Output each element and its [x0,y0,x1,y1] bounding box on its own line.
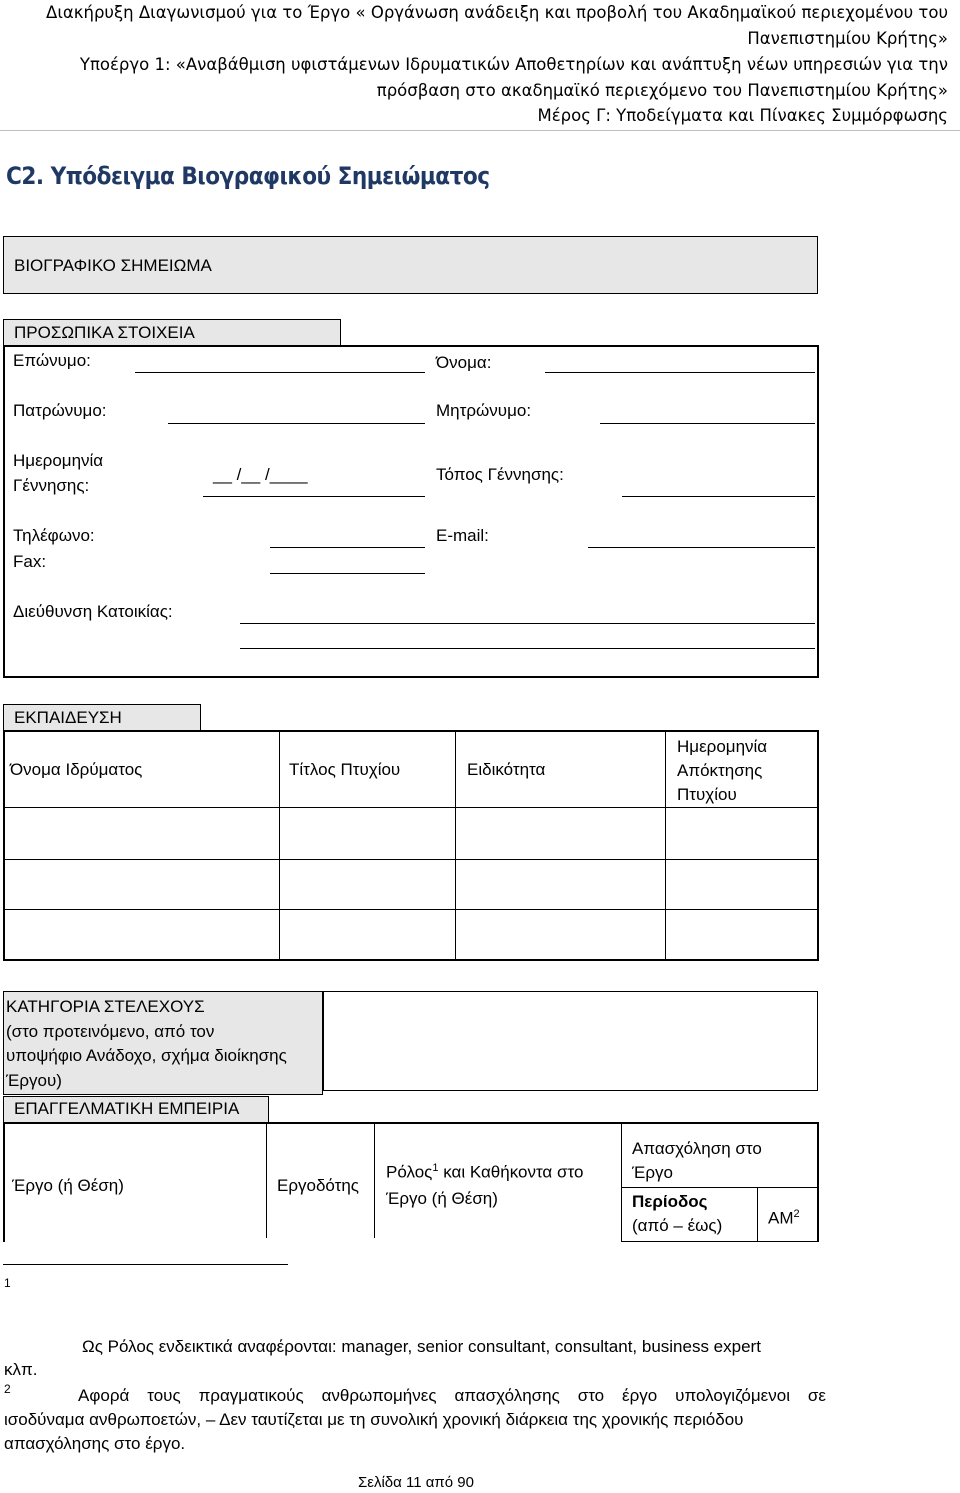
education-col-degree: Τίτλος Πτυχίου [289,760,401,779]
experience-col-am [768,1202,800,1231]
experience-title: ΕΠΑΓΓΕΛΜΑΤΙΚΗ ΕΜΠΕΙΡΙΑ [14,1099,240,1118]
personal-title-box [3,319,341,347]
fax-label: Fax: [13,552,47,571]
education-col-date-line: Ημερομηνία [677,737,768,756]
email-label: E-mail: [436,526,489,545]
personal-title: ΠΡΟΣΩΠΙΚΑ ΣΤΟΙΧΕΙΑ [14,323,195,342]
education-row-divider [3,909,819,910]
education-col-specialty: Ειδικότητα [467,760,546,779]
experience-col-employer: Εργοδότης [277,1176,360,1195]
header-divider [0,130,960,131]
category-text [6,995,287,1093]
category-box [3,991,323,1095]
name-label: Όνομα: [436,353,492,372]
experience-col-period [632,1190,722,1238]
footnote-2-line-2: ισοδύναμα ανθρωποετών, – Δεν ταυτίζεται με τη συνολική χρονική διάρκεια της χρονικής περιόδου [4,1410,744,1429]
address-field-1[interactable] [240,623,815,624]
period-label: Περίοδος [632,1192,708,1211]
education-title-box [3,704,201,732]
header-line-3: Υποέργο 1: «Αναβάθμιση υφιστάμενων Ιδρυματικών Αποθετηρίων και ανάπτυξη νέων υπηρεσιών για την [79,55,948,74]
education-row-divider [3,859,819,860]
birth-place-field[interactable] [622,496,815,497]
education-col-divider [665,730,666,961]
birth-date-label-1: Ημερομηνία [13,451,104,470]
experience-col-divider [621,1122,622,1242]
footnote-separator [3,1264,288,1265]
cv-title: ΒΙΟΓΡΑΦΙΚΟ ΣΗΜΕΙΩΜΑ [14,256,212,275]
mother-name-field[interactable] [600,423,815,424]
name-field[interactable] [545,372,815,373]
address-label: Διεύθυνση Κατοικίας: [13,602,173,621]
surname-field[interactable] [135,372,425,373]
experience-subheader-divider [621,1187,819,1188]
phone-field[interactable] [270,547,425,548]
header-line-1: Διακήρυξη Διαγωνισμού για το Έργο « Οργάνωση ανάδειξη και προβολή του Ακαδημαϊκού περιεχομένου του [46,3,948,22]
education-col-date-line: Απόκτησης [677,761,763,780]
role-label: Ρόλος [386,1162,433,1182]
role-label-cont: και Καθήκοντα στο [438,1162,584,1182]
category-input-box[interactable] [323,991,818,1091]
education-col-divider [455,730,456,961]
header-line-2: Πανεπιστημίου Κρήτης» [747,29,948,48]
personal-data-frame [3,345,819,678]
experience-col-role [386,1155,583,1212]
experience-col-employment [632,1137,762,1185]
surname-label: Επώνυμο: [13,351,91,370]
category-title: ΚΑΤΗΓΟΡΙΑ ΣΤΕΛΕΧΟΥΣ [6,997,205,1016]
header-line-4: πρόσβαση στο ακαδημαϊκό περιεχόμενο του Πανεπιστημίου Κρήτης» [376,81,948,100]
footnote-1-mark: 1 [4,1276,11,1290]
phone-label: Τηλέφωνο: [13,526,95,545]
father-name-label: Πατρώνυμο: [13,401,107,420]
cv-title-box [3,236,818,294]
role-label-line2: Έργο (ή Θέση) [386,1188,498,1208]
category-line: υποψήφιο Ανάδοχο, σχήμα διοίκησης [6,1046,287,1065]
education-col-date [677,735,767,807]
am-label: ΑΜ [768,1208,794,1228]
employment-line: Απασχόληση στο [632,1139,762,1158]
fax-field[interactable] [270,573,425,574]
address-field-2[interactable] [240,648,815,649]
footnote-ref-2: 2 [793,1208,800,1220]
footnote-2-line-3: απασχόλησης στο έργο. [4,1434,186,1453]
experience-col-divider [374,1122,375,1238]
category-line: Έργου) [6,1070,62,1090]
section-title: C2. Υπόδειγμα Βιογραφικού Σημειώματος [6,162,490,190]
mother-name-label: Μητρώνυμο: [436,401,532,420]
birth-date-label-2: Γέννησης: [13,476,90,495]
birth-date-field[interactable] [203,496,425,497]
page-number: Σελίδα 11 από 90 [358,1474,474,1491]
email-field[interactable] [588,547,815,548]
footnote-1-cont: κλπ. [4,1360,38,1379]
footnote-2-mark: 2 [4,1382,11,1396]
footnote-1-text: Ως Ρόλος ενδεικτικά αναφέρονται: manager, senior consultant, consultant, business expert [82,1337,761,1356]
experience-title-box [3,1096,269,1123]
footnote-2-line-1: Αφορά τους πραγματικούς ανθρωπομήνες απασχόλησης στο έργο υπολογιζόμενοι σε [78,1386,826,1405]
education-col-institution: Όνομα Ιδρύματος [10,760,143,779]
education-title: ΕΚΠΑΙΔΕΥΣΗ [14,708,122,727]
birth-place-label: Τόπος Γέννησης: [436,465,564,484]
father-name-field[interactable] [168,423,425,424]
education-col-date-line: Πτυχίου [677,785,737,804]
education-col-divider [279,730,280,961]
period-range: (από – έως) [632,1216,723,1235]
employment-line: Έργο [632,1163,673,1182]
experience-subcol-divider [757,1187,758,1242]
experience-col-project: Έργο (ή Θέση) [12,1176,124,1195]
birth-date-format: __ /__ /____ [213,465,308,484]
category-line: (στο προτεινόμενο, από τον [6,1021,215,1041]
experience-col-divider [266,1122,267,1238]
footnote-ref-1: 1 [432,1162,439,1174]
education-row-divider [3,807,819,808]
header-line-5: Μέρος Γ: Υποδείγματα και Πίνακες Συμμόρφωσης [537,106,948,125]
experience-bottom-line [621,1241,819,1242]
